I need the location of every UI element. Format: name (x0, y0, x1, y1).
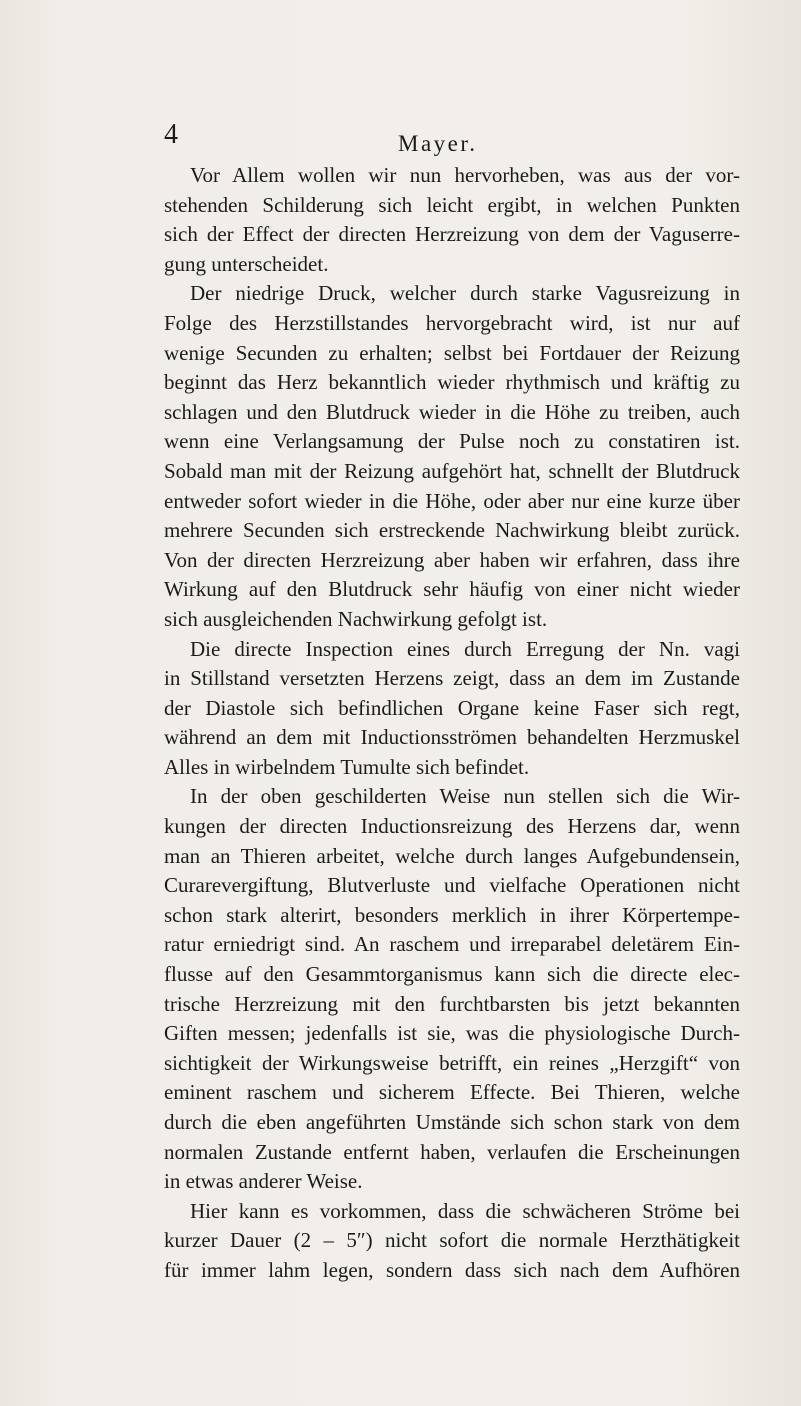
text-line: eminent raschem und sicherem Effecte. Bei Thieren, welche (164, 1080, 740, 1105)
text-line: ratur erniedrigt sind. An raschem und irreparabel deletärem Ein- (164, 932, 740, 957)
text-line: sich ausgleichenden Nachwirkung gefolgt ist. (164, 606, 548, 631)
text-line: Hier kann es vorkommen, dass die schwächeren Ströme bei (190, 1198, 740, 1223)
text-line: normalen Zustande entfernt haben, verlaufen die Erscheinungen (164, 1139, 740, 1164)
text-line: der Diastole sich befindlichen Organe keine Faser sich regt, (164, 695, 740, 720)
text-line: sich der Effect der directen Herzreizung von dem der Vaguserre- (164, 222, 740, 247)
text-line: in etwas anderer Weise. (164, 1169, 363, 1194)
body-text (164, 161, 740, 1286)
text-line: beginnt das Herz bekanntlich wieder rhythmisch und kräftig zu (164, 370, 740, 395)
text-line: Die directe Inspection eines durch Erregung der Nn. vagi (190, 636, 740, 661)
text-line: für immer lahm legen, sondern dass sich nach dem Aufhören (164, 1257, 740, 1282)
text-line: kungen der directen Inductionsreizung des Herzens dar, wenn (164, 814, 740, 839)
text-line: kurzer Dauer (2 – 5″) nicht sofort die normale Herzthätigkeit (164, 1228, 740, 1253)
running-head: Mayer. (398, 131, 478, 156)
text-line: Vor Allem wollen wir nun hervorheben, was aus der vor- (190, 163, 740, 187)
text-line: Curarevergiftung, Blutverluste und vielfache Operationen nicht (164, 873, 740, 898)
text-line: man an Thieren arbeitet, welche durch langes Aufgebundensein, (164, 843, 740, 868)
text-line: Folge des Herzstillstandes hervorgebracht wird, ist nur auf (164, 310, 740, 335)
text-line: während an dem mit Inductionsströmen behandelten Herzmuskel (164, 725, 740, 750)
text-line: schon stark alterirt, besonders merklich in ihrer Körpertempe- (164, 902, 740, 927)
page-number: 4 (164, 119, 178, 150)
text-line: stehenden Schilderung sich leicht ergibt, in welchen Punkten (164, 192, 740, 217)
text-line: Alles in wirbelndem Tumulte sich befindet. (164, 754, 530, 779)
text-line: Giften messen; jedenfalls ist sie, was die physiologische Durch- (164, 1021, 740, 1046)
text-line: Wirkung auf den Blutdruck sehr häufig von einer nicht wieder (164, 577, 740, 602)
text-line: trische Herzreizung mit den furchtbarsten bis jetzt bekannten (164, 991, 740, 1016)
text-line: flusse auf den Gesammtorganismus kann sich die directe elec- (164, 962, 740, 987)
text-line: Von der directen Herzreizung aber haben wir erfahren, dass ihre (164, 547, 740, 572)
text-line: entweder sofort wieder in die Höhe, oder aber nur eine kurze über (164, 488, 740, 513)
text-line: wenige Secunden zu erhalten; selbst bei Fortdauer der Reizung (164, 340, 740, 365)
text-line: In der oben geschilderten Weise nun stellen sich die Wir- (190, 784, 740, 809)
text-line: Der niedrige Druck, welcher durch starke Vagusreizung in (190, 281, 740, 306)
text-line: gung unterscheidet. (164, 251, 329, 276)
text-line: mehrere Secunden sich erstreckende Nachwirkung bleibt zurück. (164, 518, 740, 543)
text-line: in Stillstand versetzten Herzens zeigt, dass an dem im Zustande (164, 666, 740, 691)
text-line: sichtigkeit der Wirkungsweise betrifft, ein reines „Herzgift“ von (164, 1050, 740, 1075)
text-line: durch die eben angeführten Umstände sich schon stark von dem (164, 1110, 740, 1134)
text-line: Sobald man mit der Reizung aufgehört hat, schnellt der Blutdruck (164, 458, 740, 483)
text-line: schlagen und den Blutdruck wieder in die Höhe zu treiben, auch (164, 399, 740, 424)
text-line: wenn eine Verlangsamung der Pulse noch zu constatiren ist. (164, 429, 740, 454)
